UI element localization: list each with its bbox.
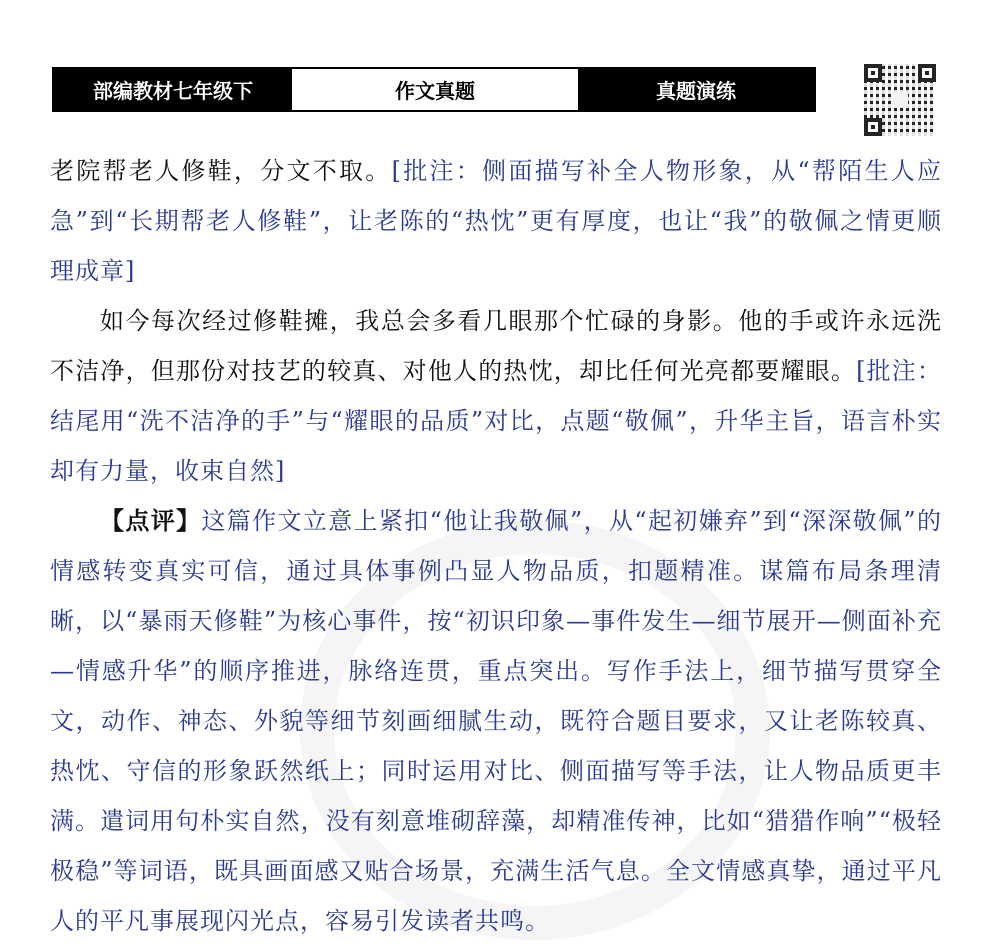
paragraph-2	[50, 296, 942, 496]
header-bar	[52, 67, 816, 112]
annotation-note: [批注：侧面描写补全人物形象，从“帮陌生人应急”到“长期帮老人修鞋”，让老陈的“热忱”更有厚度，也让“我”的敬佩之情更顺理成章]	[50, 157, 942, 285]
review-label: 【点评】	[100, 506, 202, 535]
paragraph-text: 如今每次经过修鞋摊，我总会多看几眼那个忙碌的身影。他的手或许永远洗不洁净，但那份对技艺的较真、对他人的热忱，却比任何光亮都要耀眼。	[50, 307, 942, 385]
review-paragraph	[50, 496, 942, 946]
essay-content	[50, 146, 942, 946]
review-text: 这篇作文立意上紧扣“他让我敬佩”，从“起初嫌弃”到“深深敬佩”的情感转变真实可信，通过具体事例凸显人物品质，扣题精准。谋篇布局条理清晰，以“暴雨天修鞋”为核心事件，按“初识印象—事件发生—细节展开—侧面补充—情感升华”的顺序推进，脉络连贯，重点突出。写作手法上，细节描写贯穿全文，动作、神态、外貌等细节刻画细腻生动，既符合题目要求，又让老陈较真、热忱、守信的形象跃然纸上；同时运用对比、侧面描写等手法，让人物品质更丰满。遣词用句朴实自然，没有刻意堆砌辞藻，却精准传神，比如“猎猎作响”“极轻极稳”等词语，既具画面感又贴合场景，充满生活气息。全文情感真挚，通过平凡人的平凡事展现闪光点，容易引发读者共鸣。	[50, 507, 942, 935]
paragraph-text: 老院帮老人修鞋，分文不取。	[50, 157, 392, 185]
header-grade-label: 部编教材七年级下	[54, 69, 292, 110]
paragraph-1	[50, 146, 942, 296]
header-section-title: 作文真题	[292, 69, 578, 110]
qr-code-icon	[864, 64, 936, 136]
header-practice-label: 真题演练	[578, 69, 814, 110]
annotation-note: [批注：结尾用“洗不洁净的手”与“耀眼的品质”对比，点题“敬佩”，升华主旨，语言朴实却有力量，收束自然]	[50, 357, 942, 485]
